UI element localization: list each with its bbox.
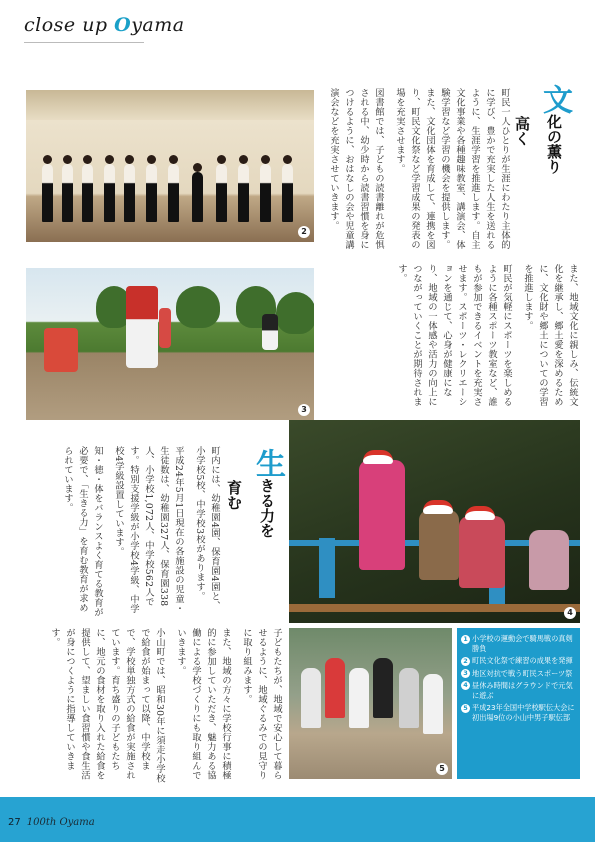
photo-captions-box	[457, 628, 580, 779]
caption-text: 町民文化祭で練習の成果を発揮	[472, 656, 573, 666]
caption-text: 地区対抗で戦う町民スポーツ祭	[472, 668, 573, 678]
header-title	[24, 14, 185, 36]
child	[459, 516, 505, 588]
singer	[146, 164, 157, 222]
living-heading-line1: きる力を	[258, 478, 276, 538]
red-white-cap	[423, 500, 453, 514]
page-header	[24, 14, 185, 42]
caption-number: 5	[461, 704, 470, 713]
caption-item	[461, 703, 576, 723]
culture-heading-big-char: 文	[537, 84, 572, 114]
header-title-suffix: yama	[131, 14, 185, 36]
living-paragraph-1: 町内には、幼稚園4園、保育園4園と、小学校5校、中学校3校があります。	[194, 446, 220, 611]
runner	[423, 674, 443, 734]
culture-heading-line1: 化の薫り	[545, 114, 563, 174]
header-title-accent: O	[114, 14, 132, 36]
culture-body-top	[318, 88, 512, 258]
photo-ekiden-runners	[289, 628, 452, 779]
caption-text: 小学校の運動会で騎馬戦の真剣勝負	[472, 634, 573, 654]
wooden-plank	[289, 604, 580, 612]
photo-town-sports-softball	[26, 268, 314, 420]
culture-paragraph-1: 町民一人ひとりが生涯にわたり主体的に学び、豊かで充実した人生を送れるように、生涯学習を推進します。自主文化事業や各種趣味教室、講演会、体験学習など学習の機会を提供します。また、文化団体を育成して、連携を図り、町民文化祭など学習成果の発表の場を充実させます。	[394, 88, 510, 250]
stage-curtain	[26, 90, 314, 120]
singer	[282, 164, 293, 222]
living-section-heading-sub	[226, 480, 244, 520]
page-number: 27	[8, 817, 21, 828]
runner	[325, 658, 345, 718]
living-paragraph-5: また、地域の方々に学校行事に積極的に参加していただき、魅力ある協働による学校づくりにも取り組んでいきます。	[175, 628, 231, 780]
living-body-left	[26, 446, 222, 618]
singer	[260, 164, 271, 222]
caption-number: 1	[461, 635, 470, 644]
photo-number: 4	[564, 607, 576, 619]
child	[419, 510, 459, 580]
living-paragraph-4: 子どもたちが、地域で安心して暮らせるように、地域ぐるみでの見守りに取り組みます。	[241, 628, 282, 780]
caption-number: 4	[461, 681, 470, 690]
runner	[399, 668, 419, 728]
runner	[373, 658, 393, 718]
child	[529, 530, 569, 590]
child	[359, 460, 405, 570]
runner	[301, 668, 321, 728]
photo-kids-playground	[289, 420, 580, 623]
red-white-cap	[465, 506, 495, 520]
batter	[126, 286, 158, 368]
culture-paragraph-2: 図書館では、子どもの読書離れが危惧される中、幼少時から読書習慣を身につけるように、おはなしの会や児童講演会などを充実させていきます。	[328, 88, 384, 250]
photo-culture-festival-choir	[26, 90, 314, 242]
photo-number: 2	[298, 226, 310, 238]
living-body-lower	[40, 628, 284, 784]
culture-paragraph-3: また、地域文化に親しみ、伝統文化を継承し、郷土愛を深めるために、文化財や郷土についての学習を推進します。	[522, 264, 578, 407]
footer-label	[8, 817, 95, 828]
culture-section-heading-sub	[514, 116, 532, 156]
singer	[104, 164, 115, 222]
red-white-cap	[363, 450, 393, 464]
caption-item	[461, 681, 576, 701]
tree	[176, 286, 220, 328]
culture-paragraph-4: 町民が気軽にスポーツを楽しめるように各種スポーツ教室など、誰もが参加できるイベントを充実させます。スポーツ・レクリエーションを通じて、心身が健康になり、地域の一体感や活力の向上につながっていくことが期待されます。	[396, 264, 512, 407]
singer	[124, 164, 135, 222]
living-heading-big-char: 生	[250, 448, 285, 478]
caption-item	[461, 669, 576, 679]
catcher	[44, 328, 78, 372]
caption-number: 2	[461, 657, 470, 666]
header-title-prefix: close up	[24, 14, 115, 36]
singer	[216, 164, 227, 222]
conductor	[192, 172, 203, 222]
living-heading-line2: 育む	[225, 480, 243, 510]
singer	[168, 164, 179, 222]
living-paragraph-3: 知・徳・体をバランスよく育てる教育が必要で、「生きる力」を育む教育が求められています。	[62, 446, 103, 617]
singer	[238, 164, 249, 222]
photo-number: 3	[298, 404, 310, 416]
culture-body-bottom	[318, 264, 580, 414]
playground-post	[319, 538, 335, 598]
caption-text: 平成23年全国中学校駅伝大会に初出場9位の小山中男子駅伝部	[472, 703, 575, 723]
caption-item	[461, 656, 576, 666]
living-paragraph-2: 平成24年5月1日現在の各施設の児童・生徒数は、幼稚園327人、保育園338人、小学校1,072人、中学校562人です。特別支援学級が小学校4学級、中学校4学級設置しています。	[113, 446, 184, 614]
header-divider	[24, 42, 144, 43]
runner	[349, 668, 369, 728]
tree	[276, 292, 314, 334]
caption-item	[461, 634, 576, 654]
caption-number: 3	[461, 669, 470, 678]
singer	[42, 164, 53, 222]
pitcher	[262, 314, 278, 350]
photo-number: 5	[436, 763, 448, 775]
living-section-heading	[238, 448, 285, 598]
culture-heading-line2: 高く	[513, 116, 531, 146]
footer-title: 100th Oyama	[26, 817, 95, 828]
singer	[82, 164, 93, 222]
singer	[62, 164, 73, 222]
living-paragraph-6: 小山町では、昭和30年に須走小学校で給食が始まって以降、中学校まで、学校単独方式の給食が実施されています。育ち盛りの子どもたちに、地元の食材を取り入れた給食を提供して、望ましい食習慣や食生活が身につくように指導していきます。	[49, 628, 165, 783]
page-footer	[0, 797, 595, 842]
fielder	[159, 308, 171, 348]
caption-text: 昼休み時間はグラウンドで元気に遊ぶ	[472, 680, 573, 701]
